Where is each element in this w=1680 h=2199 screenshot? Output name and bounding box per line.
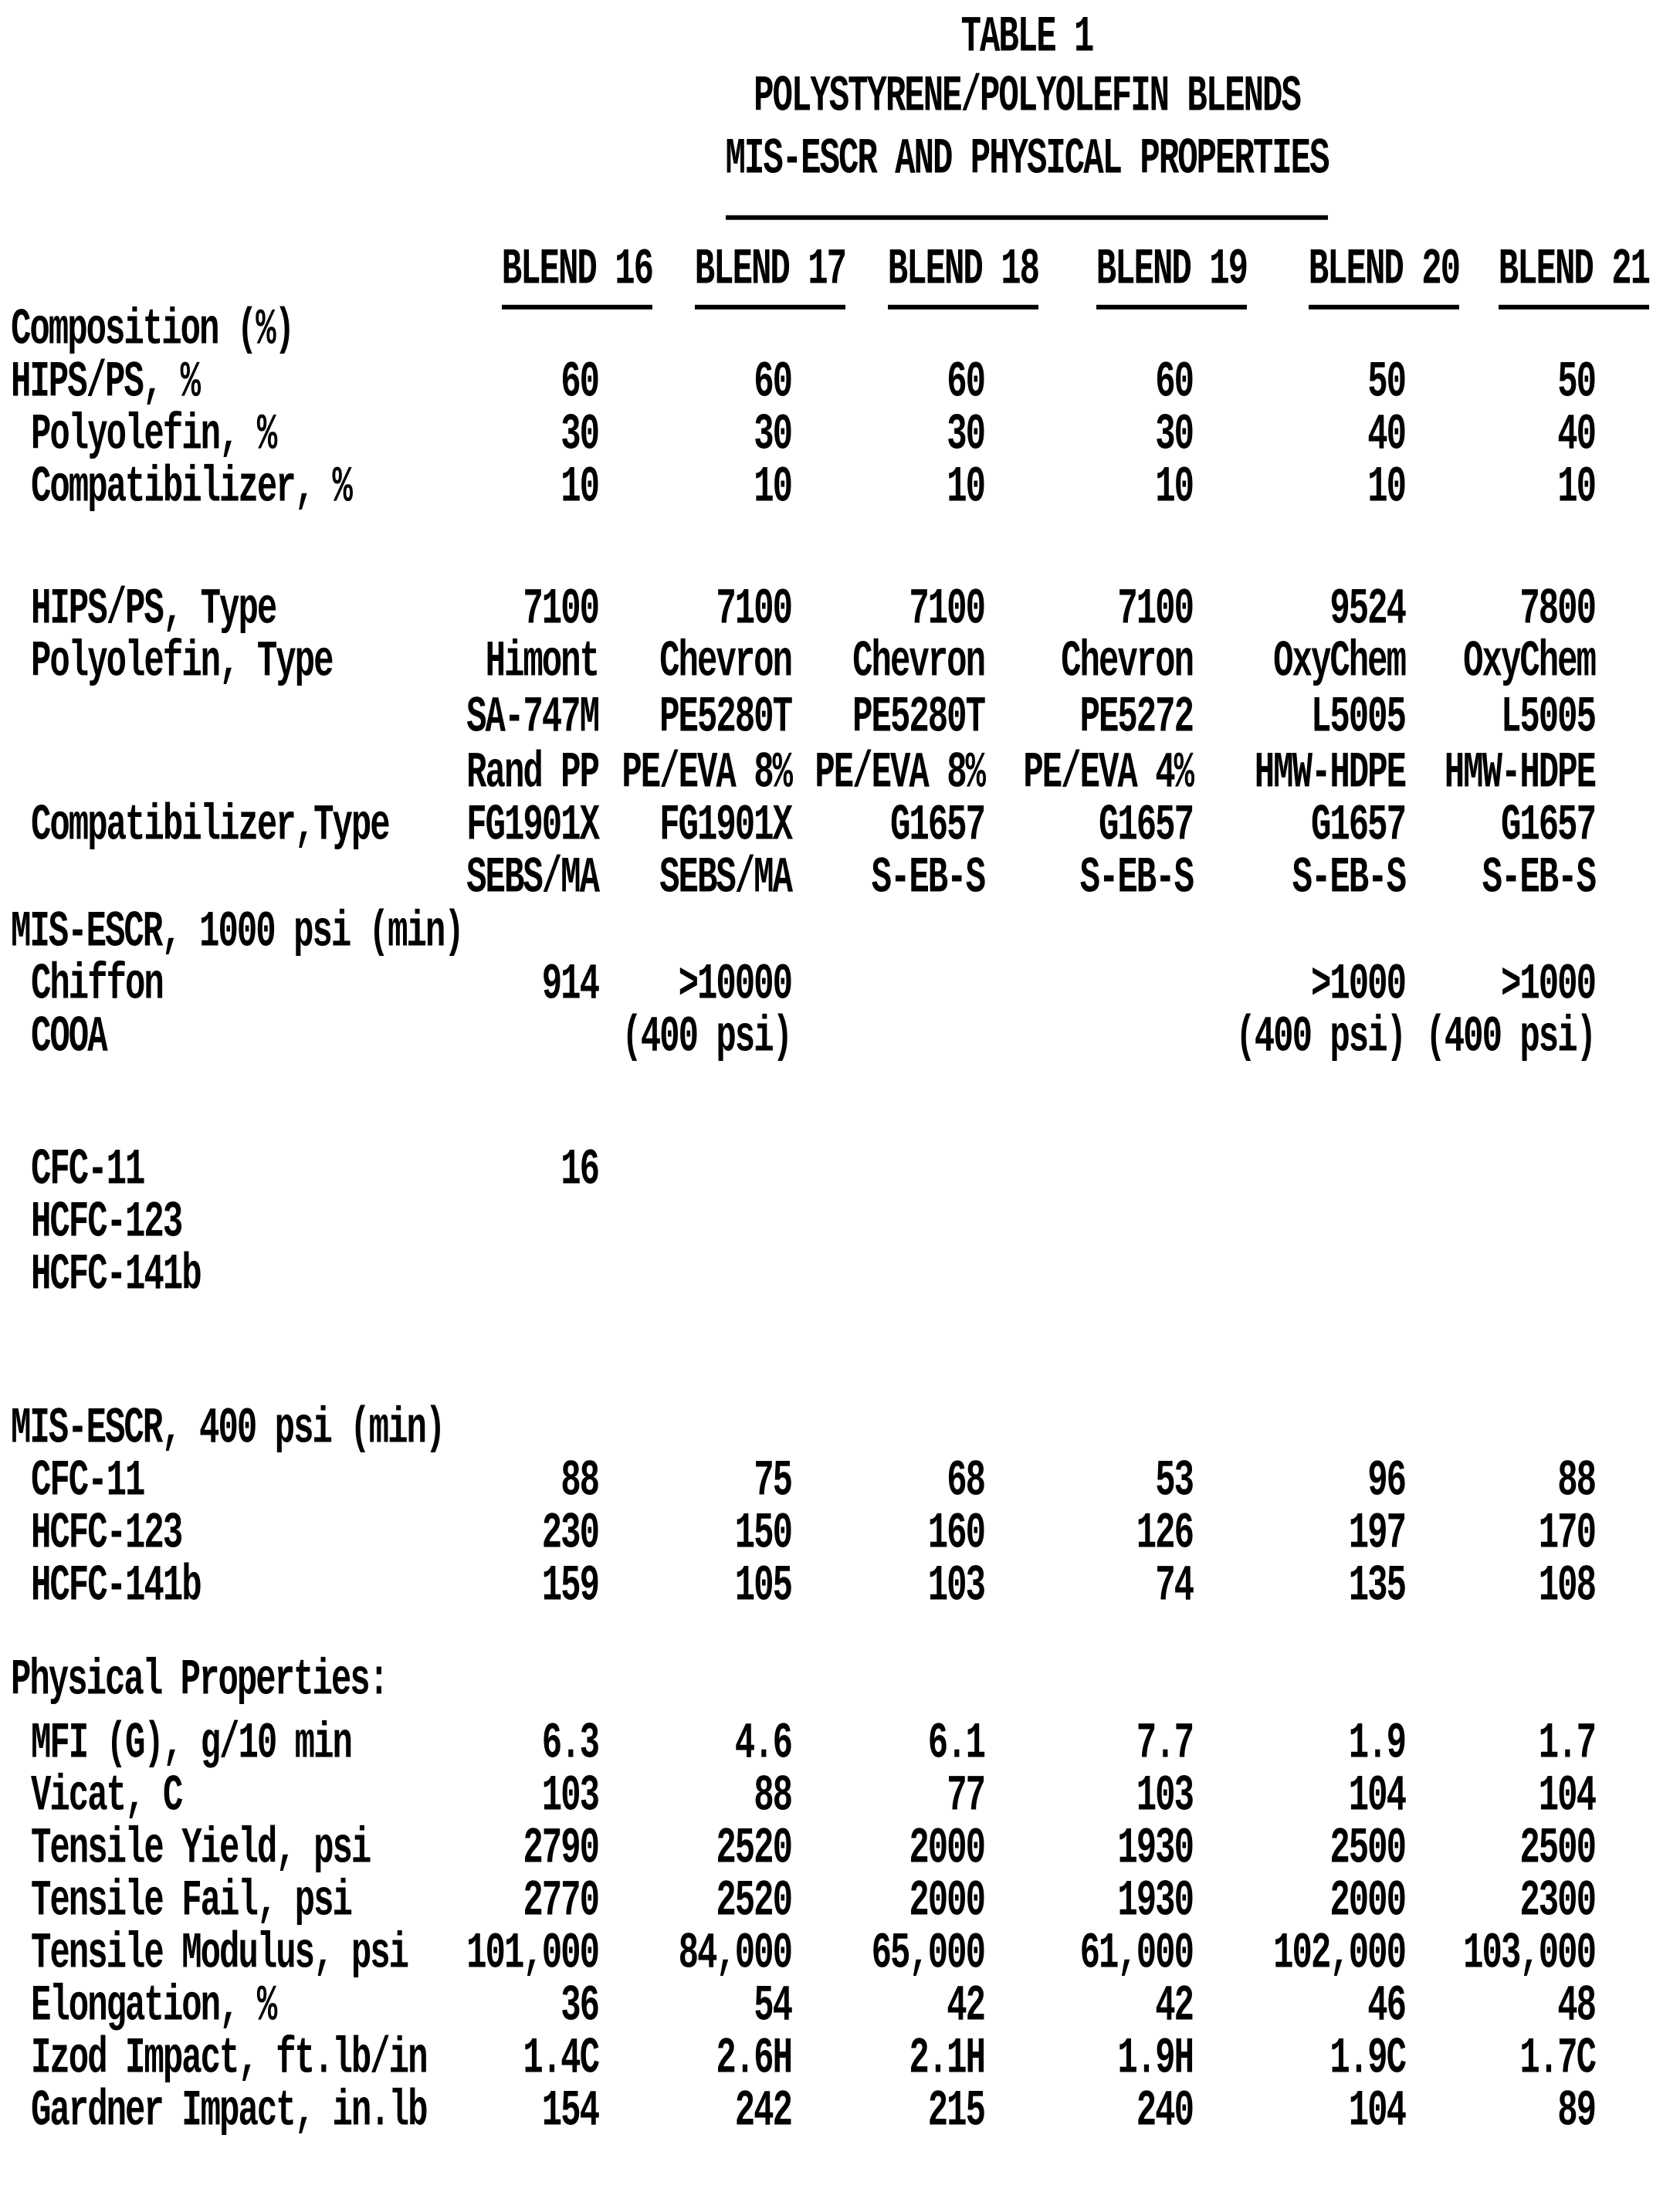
- cell: 105: [734, 1557, 791, 1616]
- cell: 2520: [716, 1820, 791, 1879]
- cell: S-EB-S: [1482, 849, 1595, 908]
- cell: (400 psi): [1235, 1008, 1405, 1067]
- cell: G1657: [1310, 797, 1405, 856]
- cell: 242: [734, 2082, 791, 2141]
- cell: OxyChem: [1273, 633, 1405, 692]
- cell: 84,000: [678, 1925, 791, 1984]
- cell: S-EB-S: [1292, 849, 1405, 908]
- cell: 30: [754, 406, 791, 465]
- cell: 101,000: [466, 1925, 598, 1984]
- cell: PE5280T: [659, 689, 791, 747]
- cell: 42: [947, 1977, 984, 2036]
- cell: 1.9: [1348, 1715, 1405, 1774]
- cell: 1.9H: [1117, 2030, 1193, 2089]
- cell: 2500: [1519, 1820, 1595, 1879]
- cell: FG1901X: [466, 797, 598, 856]
- cell: 68: [947, 1452, 984, 1511]
- cell: 126: [1136, 1505, 1193, 1564]
- table-row-elongation: [0, 1977, 1649, 2036]
- row-label: HCFC-123: [31, 1505, 182, 1564]
- table-row-section-mis-escr-1000: [0, 903, 1649, 962]
- row-label: Gardner Impact, in.lb: [31, 2082, 427, 2141]
- table-row-section-mis-escr-400: [0, 1400, 1649, 1459]
- cell: 53: [1155, 1452, 1193, 1511]
- table-row-mfi: [0, 1715, 1649, 1774]
- column-header-blend-19: BLEND 19: [1038, 249, 1247, 301]
- cell: Chevron: [852, 633, 984, 692]
- cell: [1038, 959, 1247, 1011]
- cell: 2770: [523, 1872, 598, 1931]
- cell: 96: [1367, 1452, 1405, 1511]
- row-label: [0, 692, 448, 744]
- row-label: Tensile Yield, psi: [31, 1820, 371, 1879]
- table-row-compatibilizer-type: [0, 797, 1649, 856]
- cell: S-EB-S: [871, 849, 984, 908]
- header-spacer: [0, 249, 448, 301]
- cell: 160: [927, 1505, 984, 1564]
- cell: Chevron: [1061, 633, 1193, 692]
- cell: 89: [1557, 2082, 1595, 2141]
- table-number-title: TABLE 1: [960, 8, 1093, 67]
- table-row-hcfc-123-1000psi: [0, 1194, 1649, 1252]
- cell: 170: [1538, 1505, 1595, 1564]
- cell: [845, 1011, 1038, 1064]
- cell: 1930: [1117, 1820, 1193, 1879]
- cell: 30: [1155, 406, 1193, 465]
- cell: 10: [947, 459, 984, 517]
- cell: Rand PP: [466, 744, 598, 803]
- table-row-compatibilizer-description: [0, 849, 1649, 908]
- table-row-polyolefin-type: [0, 633, 1649, 692]
- cell: 2300: [1519, 1872, 1595, 1931]
- cell: 60: [561, 354, 598, 412]
- cell: 2500: [1329, 1820, 1405, 1879]
- table-row-tensile-yield: [0, 1820, 1649, 1879]
- table-row-gardner-impact: [0, 2082, 1649, 2141]
- row-label: CFC-11: [31, 1141, 144, 1200]
- table-row-cfc-11-1000psi: [0, 1141, 1649, 1200]
- cell: 88: [1557, 1452, 1595, 1511]
- row-label: COOA: [31, 1008, 107, 1067]
- cell: (400 psi): [622, 1008, 791, 1067]
- row-label: Physical Properties:: [11, 1652, 388, 1710]
- cell: 30: [561, 406, 598, 465]
- cell: 150: [734, 1505, 791, 1564]
- table-row-tensile-modulus: [0, 1925, 1649, 1984]
- row-label: Compatibilizer,Type: [31, 797, 389, 856]
- cell: 10: [754, 459, 791, 517]
- cell: [1038, 1144, 1247, 1197]
- cell: 65,000: [871, 1925, 984, 1984]
- cell: 159: [541, 1557, 598, 1616]
- cell: 1.7C: [1519, 2030, 1595, 2089]
- table-row-polyolefin-grade: [0, 689, 1649, 747]
- table-row-cfc-11-400psi: [0, 1452, 1649, 1511]
- row-label: Compatibilizer, %: [31, 459, 351, 517]
- cell: [1038, 1011, 1247, 1064]
- blends-table: [0, 240, 1649, 2141]
- cell: 10: [1367, 459, 1405, 517]
- cell: HMW-HDPE: [1444, 744, 1595, 803]
- cell: 914: [541, 956, 598, 1015]
- cell: 1930: [1117, 1872, 1193, 1931]
- row-label: [0, 747, 448, 800]
- cell: L5005: [1310, 689, 1405, 747]
- cell: 7800: [1519, 581, 1595, 639]
- cell: 10: [1155, 459, 1193, 517]
- cell: 60: [754, 354, 791, 412]
- cell: (400 psi): [1425, 1008, 1595, 1067]
- cell: 103: [1136, 1767, 1193, 1826]
- cell: SEBS/MA: [466, 849, 598, 908]
- row-label: HCFC-141b: [31, 1246, 201, 1305]
- cell: 6.1: [927, 1715, 984, 1774]
- cell: 75: [754, 1452, 791, 1511]
- row-label: Composition (%): [11, 301, 294, 360]
- cell: >1000: [1310, 956, 1405, 1015]
- row-label: Elongation, %: [31, 1977, 276, 2036]
- cell: 2000: [1329, 1872, 1405, 1931]
- cell: 2.1H: [909, 2030, 984, 2089]
- cell: 102,000: [1273, 1925, 1405, 1984]
- table-subtitle: POLYSTYRENE/POLYOLEFIN BLENDS: [754, 68, 1300, 127]
- cell: 88: [561, 1452, 598, 1511]
- row-label: Tensile Modulus, psi: [31, 1925, 408, 1984]
- column-header-blend-20: BLEND 20: [1247, 249, 1459, 301]
- cell: PE5280T: [852, 689, 984, 747]
- cell: S-EB-S: [1079, 849, 1193, 908]
- cell: 61,000: [1079, 1925, 1193, 1984]
- cell: Chevron: [659, 633, 791, 692]
- table-row-polyolefin-description: [0, 744, 1649, 803]
- cell: PE/EVA 8%: [622, 744, 791, 803]
- cell: PE5272: [1079, 689, 1193, 747]
- cell: 74: [1155, 1557, 1193, 1616]
- cell: 40: [1557, 406, 1595, 465]
- row-label: HIPS/PS, %: [11, 354, 200, 412]
- row-label: MFI (G), g/10 min: [31, 1715, 351, 1774]
- cell: 154: [541, 2082, 598, 2141]
- table-row-section-composition: [0, 301, 1649, 360]
- table-row-section-physical-properties: [0, 1652, 1649, 1710]
- column-header-blend-16: BLEND 16: [448, 249, 652, 301]
- row-label: MIS-ESCR, 1000 psi (min): [11, 903, 463, 962]
- table-row-hcfc-141b-1000psi: [0, 1246, 1649, 1305]
- cell: G1657: [889, 797, 984, 856]
- cell: 10: [1557, 459, 1595, 517]
- table-row-polyolefin-pct: [0, 406, 1649, 465]
- cell: 103: [541, 1767, 598, 1826]
- column-header-blend-18: BLEND 18: [845, 249, 1038, 301]
- cell: 60: [1155, 354, 1193, 412]
- cell: G1657: [1500, 797, 1595, 856]
- cell: [1459, 1144, 1649, 1197]
- cell: [652, 1144, 845, 1197]
- table-row-izod-impact: [0, 2030, 1649, 2089]
- cell: 2790: [523, 1820, 598, 1879]
- row-label: Vicat, C: [31, 1767, 182, 1826]
- cell: 1.4C: [523, 2030, 598, 2089]
- cell: 6.3: [541, 1715, 598, 1774]
- cell: 230: [541, 1505, 598, 1564]
- row-label: HIPS/PS, Type: [31, 581, 276, 639]
- cell: 36: [561, 1977, 598, 2036]
- table-row-compatibilizer-pct: [0, 459, 1649, 517]
- row-label: CFC-11: [31, 1452, 144, 1511]
- table-row-vicat: [0, 1767, 1649, 1826]
- cell: 2000: [909, 1872, 984, 1931]
- cell: 108: [1538, 1557, 1595, 1616]
- cell: 104: [1348, 1767, 1405, 1826]
- table-row-chiffon: [0, 956, 1649, 1015]
- cell: 50: [1557, 354, 1595, 412]
- row-label: MIS-ESCR, 400 psi (min): [11, 1400, 445, 1459]
- cell: 7100: [1117, 581, 1193, 639]
- cell: 88: [754, 1767, 791, 1826]
- cell: G1657: [1098, 797, 1193, 856]
- row-label: Polyolefin, Type: [31, 633, 333, 692]
- cell: 54: [754, 1977, 791, 2036]
- cell: 103: [927, 1557, 984, 1616]
- column-headers-row: [0, 240, 1649, 301]
- cell: HMW-HDPE: [1254, 744, 1405, 803]
- cell: 2520: [716, 1872, 791, 1931]
- cell: 104: [1538, 1767, 1595, 1826]
- cell: [845, 959, 1038, 1011]
- cell: 104: [1348, 2082, 1405, 2141]
- cell: 103,000: [1463, 1925, 1595, 1984]
- table-row-hcfc-123-400psi: [0, 1505, 1649, 1564]
- table-subtitle-underlined: MIS-ESCR AND PHYSICAL PROPERTIES: [374, 128, 1680, 195]
- cell: 4.6: [734, 1715, 791, 1774]
- cell: 30: [947, 406, 984, 465]
- table-row-cooa: [0, 1008, 1649, 1067]
- cell: OxyChem: [1463, 633, 1595, 692]
- table-row-tensile-fail: [0, 1872, 1649, 1931]
- cell: PE/EVA 4%: [1023, 744, 1193, 803]
- cell: >1000: [1500, 956, 1595, 1015]
- cell: 2000: [909, 1820, 984, 1879]
- cell: SA-747M: [466, 689, 598, 747]
- cell: 7.7: [1136, 1715, 1193, 1774]
- cell: L5005: [1500, 689, 1595, 747]
- table-row-hips-ps-type: [0, 581, 1649, 639]
- cell: 215: [927, 2082, 984, 2141]
- cell: 2.6H: [716, 2030, 791, 2089]
- row-label: HCFC-141b: [31, 1557, 201, 1616]
- cell: [845, 1144, 1038, 1197]
- cell: 16: [561, 1141, 598, 1200]
- cell: 7100: [909, 581, 984, 639]
- cell: 240: [1136, 2082, 1193, 2141]
- table-title-block: [374, 0, 1680, 195]
- column-header-blend-21: BLEND 21: [1459, 249, 1649, 301]
- table-row-hips-ps-pct: [0, 354, 1649, 412]
- cell: 50: [1367, 354, 1405, 412]
- cell: 135: [1348, 1557, 1405, 1616]
- cell: 46: [1367, 1977, 1405, 2036]
- row-label: Tensile Fail, psi: [31, 1872, 351, 1931]
- row-label: [0, 852, 448, 905]
- cell: 40: [1367, 406, 1405, 465]
- cell: PE/EVA 8%: [815, 744, 984, 803]
- cell: 10: [561, 459, 598, 517]
- row-label: HCFC-123: [31, 1194, 182, 1252]
- cell: 48: [1557, 1977, 1595, 2036]
- cell: Himont: [485, 633, 598, 692]
- cell: [1247, 1144, 1459, 1197]
- cell: 42: [1155, 1977, 1193, 2036]
- cell: 1.9C: [1329, 2030, 1405, 2089]
- cell: 7100: [716, 581, 791, 639]
- cell: FG1901X: [659, 797, 791, 856]
- row-label: Chiffon: [31, 956, 163, 1015]
- cell: 1.7: [1538, 1715, 1595, 1774]
- row-label: Izod Impact, ft.lb/in: [31, 2030, 427, 2089]
- cell: >10000: [678, 956, 791, 1015]
- cell: SEBS/MA: [659, 849, 791, 908]
- cell: 9524: [1329, 581, 1405, 639]
- row-label: Polyolefin, %: [31, 406, 276, 465]
- column-header-blend-17: BLEND 17: [652, 249, 845, 301]
- table-row-hcfc-141b-400psi: [0, 1557, 1649, 1616]
- cell: 77: [947, 1767, 984, 1826]
- cell: 197: [1348, 1505, 1405, 1564]
- cell: 60: [947, 354, 984, 412]
- cell: 7100: [523, 581, 598, 639]
